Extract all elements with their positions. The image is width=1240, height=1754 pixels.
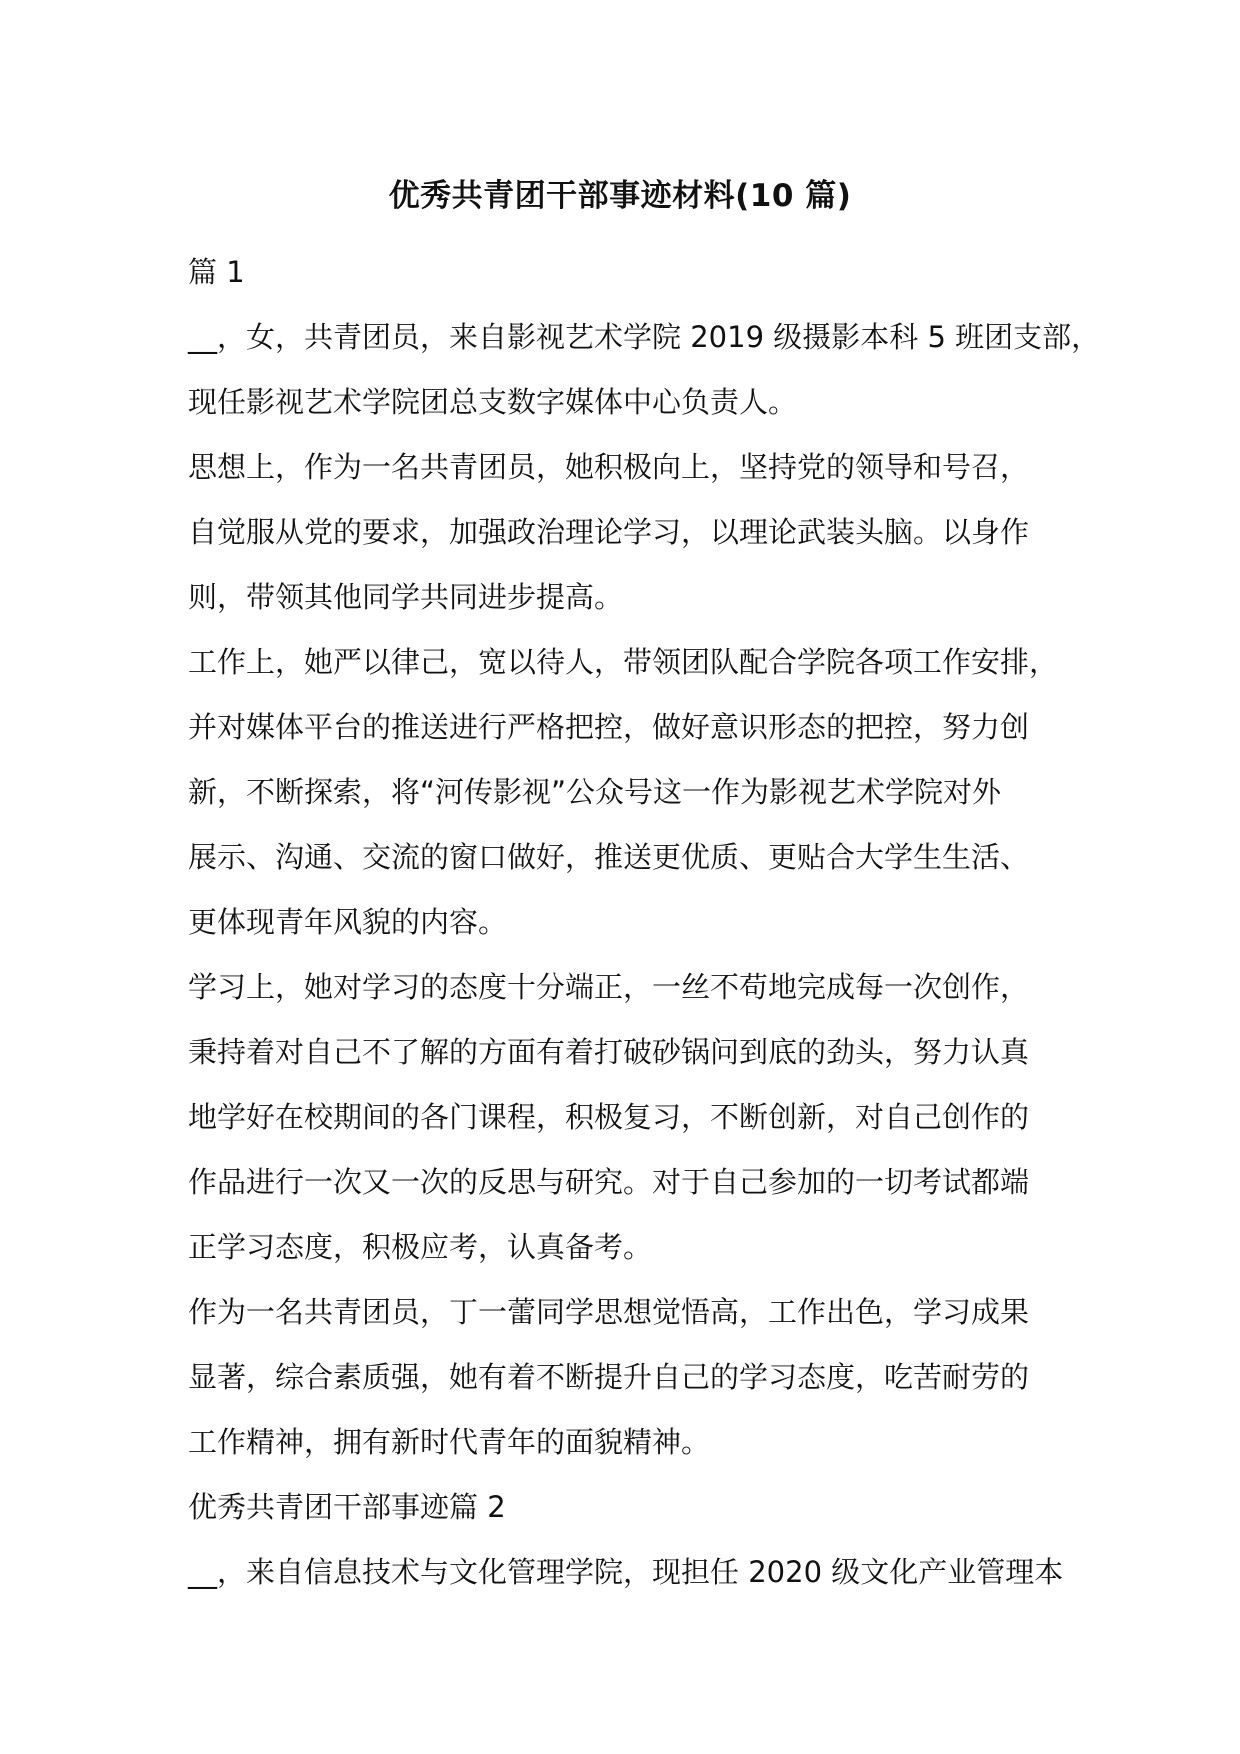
section-heading-2: 优秀共青团干部事迹篇 2: [188, 1490, 506, 1524]
section-heading-1: 篇 1: [188, 255, 245, 289]
paragraph-line: 新，不断探索，将“河传影视”公众号这一作为影视艺术学院对外: [188, 775, 1002, 809]
paragraph-line: 则，带领其他同学共同进步提高。: [188, 580, 624, 614]
paragraph-line: __，女，共青团员，来自影视艺术学院 2019 级摄影本科 5 班团支部，: [188, 320, 1101, 354]
paragraph-line: 工作上，她严以律己，宽以待人，带领团队配合学院各项工作安排，: [188, 645, 1059, 679]
paragraph-line: 作品进行一次又一次的反思与研究。对于自己参加的一切考试都端: [188, 1165, 1030, 1199]
paragraph-line: 地学好在校期间的各门课程，积极复习，不断创新，对自己创作的: [188, 1100, 1030, 1134]
paragraph-line: 学习上，她对学习的态度十分端正，一丝不苟地完成每一次创作，: [188, 970, 1030, 1004]
paragraph-line: 思想上，作为一名共青团员，她积极向上，坚持党的领导和号召，: [188, 450, 1030, 484]
paragraph-line: 秉持着对自己不了解的方面有着打破砂锅问到底的劲头，努力认真: [188, 1035, 1030, 1069]
paragraph-line: __，来自信息技术与文化管理学院，现担任 2020 级文化产业管理本: [188, 1555, 1064, 1589]
paragraph-line: 自觉服从党的要求，加强政治理论学习，以理论武装头脑。以身作: [188, 515, 1030, 549]
paragraph-line: 更体现青年风貌的内容。: [188, 905, 508, 939]
paragraph-line: 显著，综合素质强，她有着不断提升自己的学习态度，吃苦耐劳的: [188, 1360, 1030, 1394]
document-title: 优秀共青团干部事迹材料(10 篇): [388, 178, 852, 214]
document-body: [188, 240, 1101, 1605]
paragraph-line: 工作精神，拥有新时代青年的面貌精神。: [188, 1425, 711, 1459]
paragraph-line: 现任影视艺术学院团总支数字媒体中心负责人。: [188, 385, 798, 419]
paragraph-line: 正学习态度，积极应考，认真备考。: [188, 1230, 653, 1264]
paragraph-line: 作为一名共青团员，丁一蕾同学思想觉悟高，工作出色，学习成果: [188, 1295, 1030, 1329]
paragraph-line: 展示、沟通、交流的窗口做好，推送更优质、更贴合大学生生活、: [188, 840, 1030, 874]
paragraph-line: 并对媒体平台的推送进行严格把控，做好意识形态的把控，努力创: [188, 710, 1030, 744]
